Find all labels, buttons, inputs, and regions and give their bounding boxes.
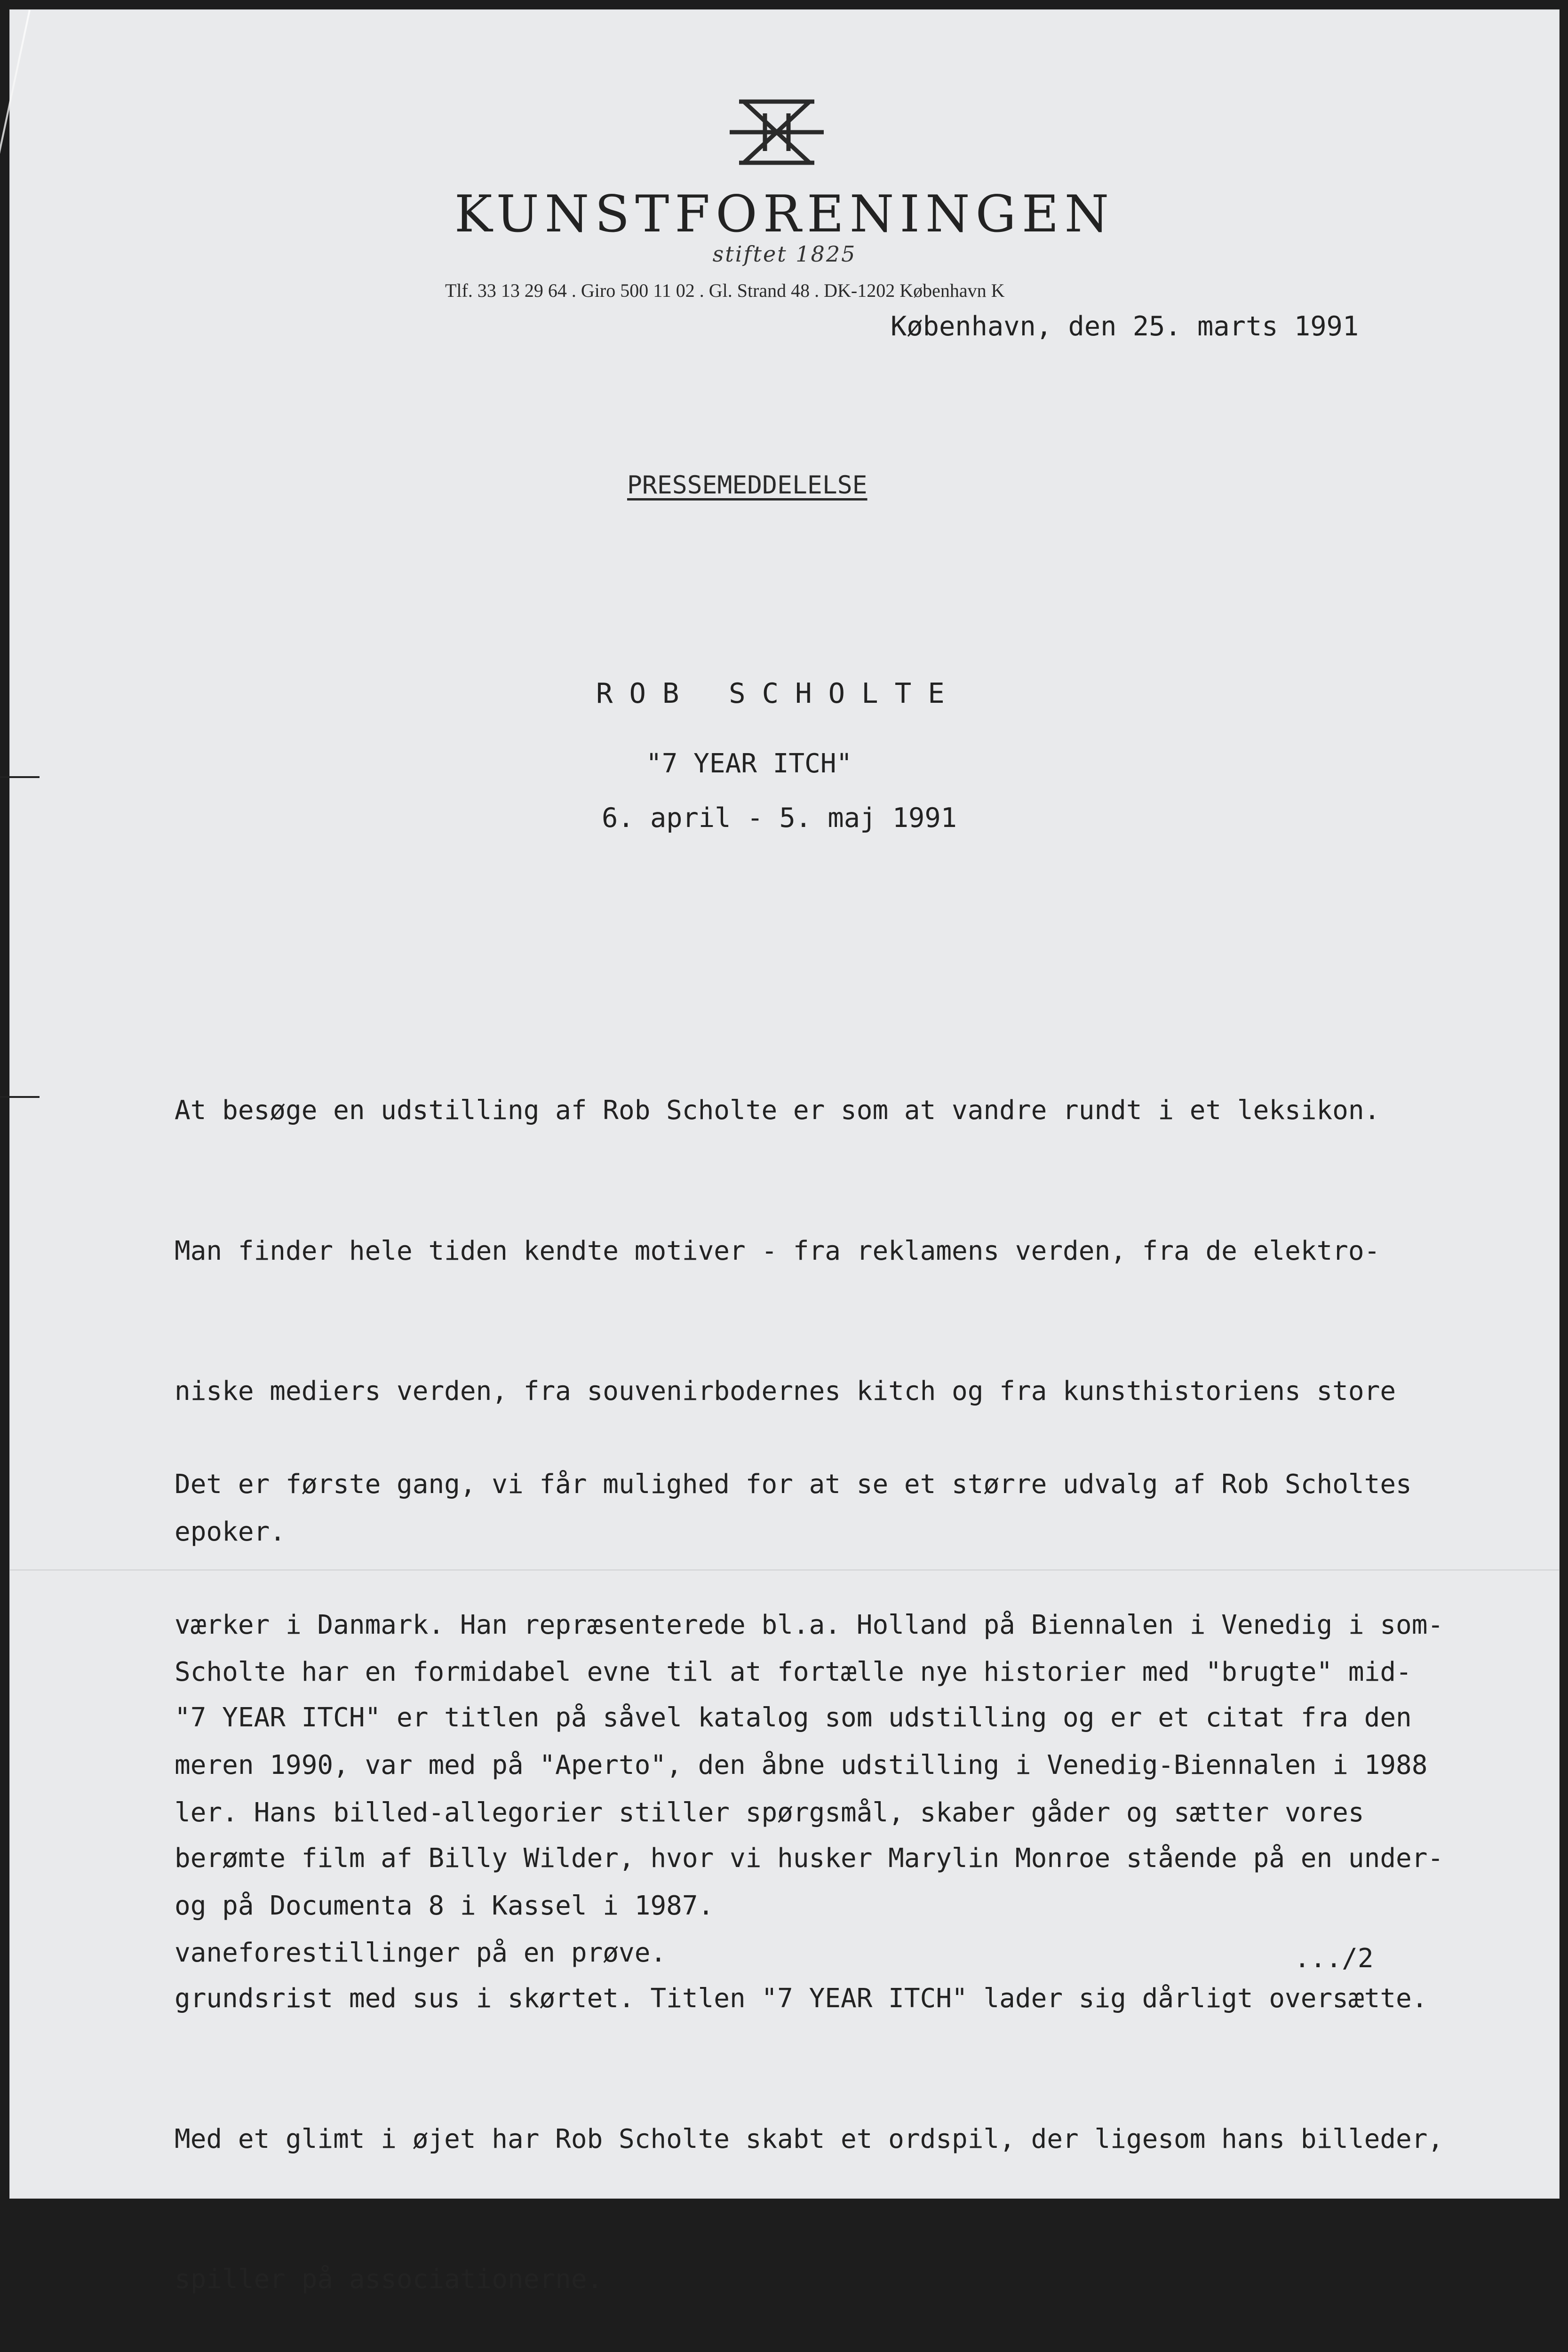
organization-name: KUNSTFORENINGEN <box>454 185 1115 244</box>
text-line: niske mediers verden, fra souvenirbodernes kitch og fra kunsthistoriens store <box>175 1376 1396 1406</box>
text-line: epoker. <box>175 1516 286 1547</box>
text-line: "7 YEAR ITCH" er titlen på såvel katalog som udstilling og er et citat fra den <box>175 1702 1412 1733</box>
artist-name: ROB SCHOLTE <box>596 677 961 709</box>
text-line: Med et glimt i øjet har Rob Scholte skabt et ordspil, der ligesom hans billeder, <box>175 2123 1444 2154</box>
text-line: berømte film af Billy Wilder, hvor vi husker Marylin Monroe stående på en under- <box>175 1843 1444 1874</box>
text-line: spiller på associationerne. <box>175 2264 603 2295</box>
margin-tick-mark <box>0 776 40 778</box>
contact-line: Tlf. 33 13 29 64 . Giro 500 11 02 . Gl. Strand 48 . DK-1202 København K <box>445 280 1005 301</box>
text-line: meren 1990, var med på "Aperto", den åbne udstilling i Venedig-Biennalen i 1988 <box>175 1750 1428 1780</box>
press-release-heading: PRESSEMEDDELELSE <box>627 471 868 500</box>
kunstforeningen-logo-icon <box>720 97 833 167</box>
page-continuation-marker: .../2 <box>1294 1943 1374 1974</box>
paragraph <box>175 1601 1454 2352</box>
margin-tick-mark <box>0 1096 40 1098</box>
text-line: grundsrist med sus i skørtet. Titlen "7 YEAR ITCH" lader sig dårligt oversætte. <box>175 1983 1428 2014</box>
text-line: Det er første gang, vi får mulighed for at se et større udvalg af Rob Scholtes <box>175 1469 1412 1500</box>
text-line: Man finder hele tiden kendte motiver - fra reklamens verden, fra de elektro- <box>175 1235 1380 1266</box>
text-line: At besøge en udstilling af Rob Scholte er som at vandre rundt i et leksikon. <box>175 1095 1380 1126</box>
text-line: og på Documenta 8 i Kassel i 1987. <box>175 1890 714 1921</box>
text-line: Scholte har en formidabel evne til at fortælle nye historier med "brugte" mid- <box>175 1657 1412 1687</box>
text-line: vaneforestillinger på en prøve. <box>175 1938 667 1968</box>
document-page <box>9 9 1560 2295</box>
exhibition-dates: 6. april - 5. maj 1991 <box>602 803 957 834</box>
exhibition-title: "7 YEAR ITCH" <box>646 748 852 779</box>
text-line: værker i Danmark. Han repræsenterede bl.a. Holland på Biennalen i Venedig i som- <box>175 1609 1444 1640</box>
text-line: ler. Hans billed-allegorier stiller spørgsmål, skaber gåder og sætter vores <box>175 1797 1364 1828</box>
founded-line: stiftet 1825 <box>712 241 857 267</box>
date-line: København, den 25. marts 1991 <box>891 311 1359 342</box>
